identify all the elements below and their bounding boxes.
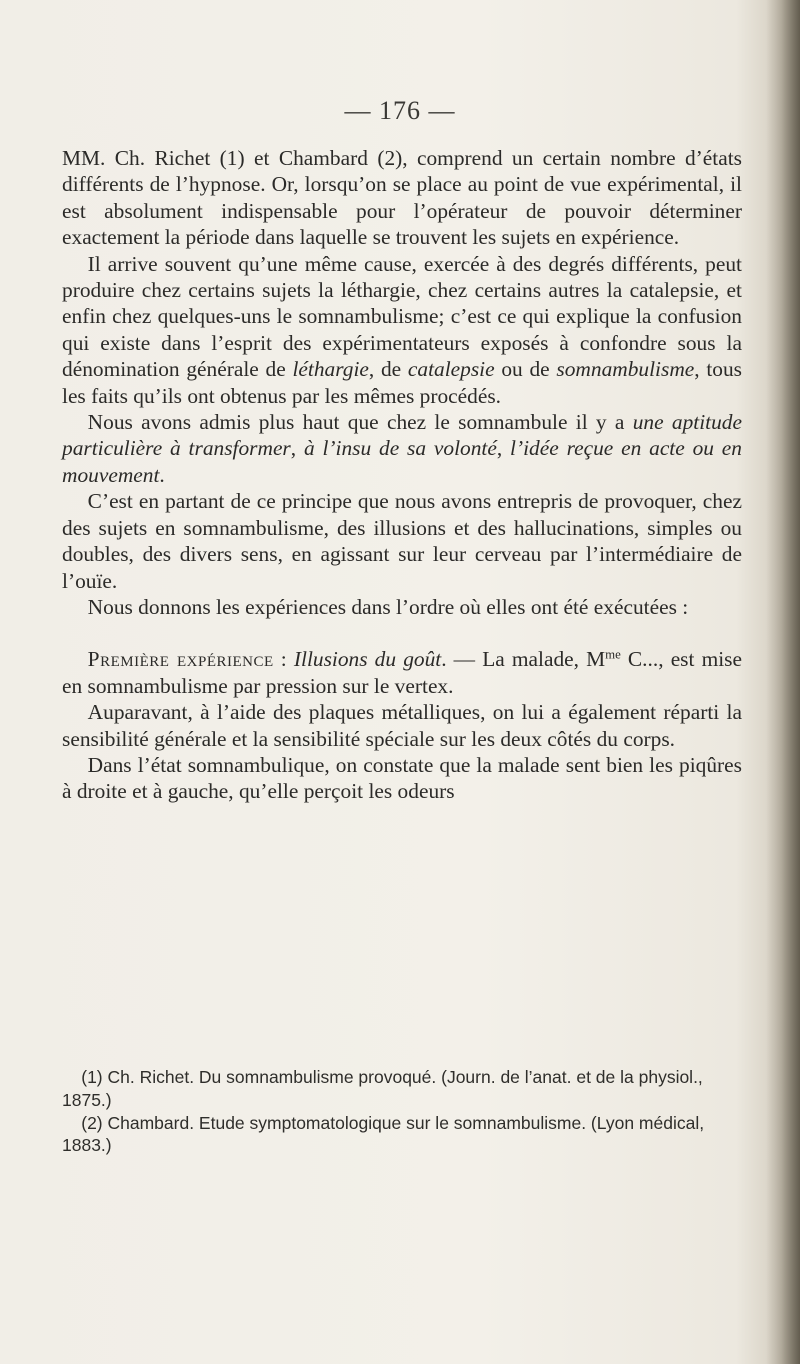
footnote-2: (2) Chambard. Etude symptomatologique sur le somnambulisme. (Lyon médical, 1883.) <box>62 1112 705 1156</box>
paragraph-1: MM. Ch. Richet (1) et Chambard (2), comprend un certain nombre d’états différents de l’hypnose. Or, lorsqu’on se place au point de vue expérimental, il est absolument indispensable pour l’opérateur de pouvoir déterminer exactement la période dans laquelle se trouvent les sujets en expérience. <box>62 146 742 250</box>
paragraph-2 <box>62 251 742 409</box>
paragraph-3 <box>62 409 742 488</box>
paragraph-3-italic-3: l’idée reçue en acte ou en mouvement <box>62 436 742 487</box>
footnotes <box>62 1066 742 1157</box>
paragraph-6-text-b: C..., est mise en somnambulisme par pression sur le vertex. <box>62 647 742 698</box>
paragraph-2-text-d: , tous les faits qu’ils ont obtenus par les mêmes procédés. <box>62 357 743 408</box>
paragraph-4: C’est en partant de ce principe que nous avons entrepris de provoquer, chez des sujets en somnambulisme, des illusions et des hallucinations, simples ou doubles, des divers sens, en agissant sur leur cerveau par l’intermédiaire de l’ouïe. <box>62 489 742 593</box>
experience-heading: Première expérience <box>87 647 274 672</box>
madame-superscript: me <box>605 647 621 662</box>
paragraph-3-text-b: , <box>290 436 304 461</box>
paragraph-6 <box>62 646 742 699</box>
paragraph-6-text-a: . — La malade, M <box>441 647 606 672</box>
page-edge-shadow <box>766 0 800 1364</box>
page-number: — 176 — <box>344 96 456 125</box>
paragraph-3-text-c: , <box>496 436 511 461</box>
paragraph-3-italic-1: une aptitude particulière à transformer <box>62 410 742 461</box>
term-catalepsie: catalepsie <box>407 357 495 382</box>
paragraph-3-text-a: Nous avons admis plus haut que chez le somnambule il y a <box>87 410 633 435</box>
term-somnambulisme: somnambulisme <box>556 357 695 382</box>
paragraph-3-text-d: . <box>159 462 165 487</box>
paragraph-5: Nous donnons les expériences dans l’ordre où elles ont été exécutées : <box>87 594 689 619</box>
footnote-1: (1) Ch. Richet. Du somnambulisme provoqué. (Journ. de l’anat. et de la physiol., 1875.) <box>62 1067 703 1110</box>
paragraph-2-text-a: Il arrive souvent qu’une même cause, exercée à des degrés différents, peut produire chez certains sujets la léthargie, chez certains autres la catalepsie, et enfin chez quelques-uns le somnambulisme; c’est ce qui explique la confusion qui existe dans l’esprit des expérimentateurs exposés à confondre sous la dénomination générale de <box>62 251 742 382</box>
paragraph-6-colon: : <box>273 647 294 672</box>
paragraph-2-text-b: , de <box>368 357 408 382</box>
paragraph-8: Dans l’état somnambulique, on constate que la malade sent bien les piqûres à droite et à gauche, qu’elle perçoit les odeurs <box>62 752 742 804</box>
paragraph-2-text-c: ou de <box>494 357 557 382</box>
paragraph-7: Auparavant, à l’aide des plaques métalliques, on lui a également réparti la sensibilité générale et la sensibilité spéciale sur les deux côtés du corps. <box>62 700 742 751</box>
experience-title: Illusions du goût <box>293 647 442 672</box>
body-text <box>62 145 742 805</box>
term-lethargie: léthargie <box>292 357 369 382</box>
paragraph-3-italic-2: à l’insu de sa volonté <box>303 436 497 461</box>
